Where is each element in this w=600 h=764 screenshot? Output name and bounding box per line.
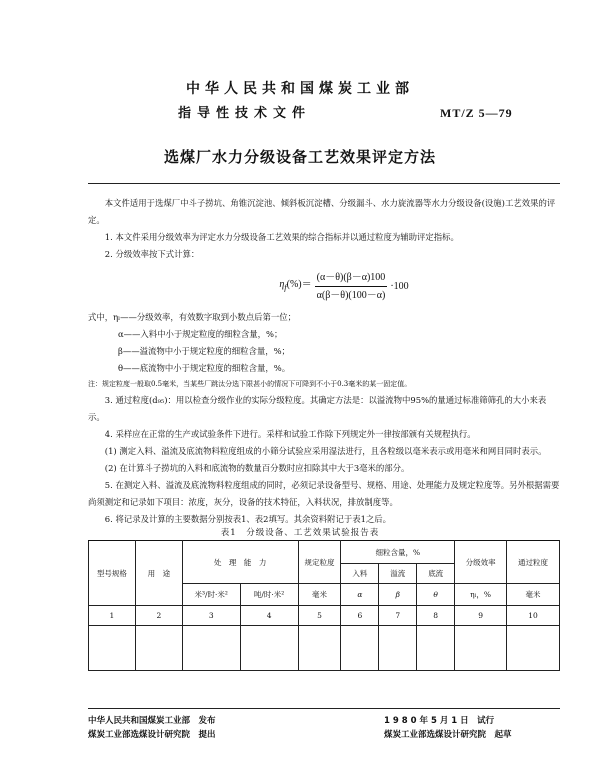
footer-proposer: 煤炭工业部选煤设计研究院 提出	[88, 730, 216, 740]
footer-right	[384, 714, 512, 742]
empty-data-row	[89, 626, 560, 671]
clause-2: 2. 分级效率按下式计算：	[104, 249, 200, 259]
intro-paragraph: 本文件适用于选煤厂中斗子捞坑、角锥沉淀池、倾斜板沉淀槽、分级漏斗、水力旋流器等水力分级设备(设施)工艺效果的评定。	[88, 198, 556, 225]
header-capacity-mass: 吨/时·米²	[240, 584, 298, 606]
header-underflow: 底流	[417, 564, 455, 584]
header-pass-size: 通过粒度	[507, 541, 560, 584]
formula-numerator: (α－θ)(β－α)100	[315, 269, 388, 287]
header-efficiency: 分级效率	[455, 541, 507, 584]
column-number: 10	[507, 606, 560, 626]
document-title: 选煤厂水力分级设备工艺效果评定方法	[163, 148, 436, 166]
title-divider	[88, 183, 560, 184]
test-report-table	[88, 540, 560, 671]
table-caption: 表1 分级设备、工艺效果试验报告表	[220, 528, 380, 538]
formula-denominator: α(β－θ)(100－α)	[316, 289, 386, 301]
footer-divider	[88, 708, 560, 709]
clause-3: 3. 通过粒度(d₉₅)：用以检查分级作业的实际分级粒度。其确定方法是：以溢流物中95%的量通过标准筛筛孔的大小来表示。	[88, 395, 547, 422]
formula-note: 注：规定粒度一般取0.5毫米，当某些厂跳汰分选下限甚小的情况下可降到不小于0.3毫米的某一固定值。	[88, 380, 412, 388]
header-capacity-volume: 米³/时·米²	[182, 584, 240, 606]
clause-1: 1. 本文件采用分级效率为评定水力分级设备工艺效果的综合指标并以通过粒度为辅助评定指标。	[104, 232, 459, 242]
column-number: 6	[341, 606, 379, 626]
footer-left	[88, 714, 216, 742]
column-number: 7	[379, 606, 417, 626]
header-fines: 细粒含量，%	[341, 541, 455, 564]
clause-5: 5. 在测定入料、溢流及底流物料粒度组成的同时，必须记录设备型号、规格、用途、处理能力及规定粒度等。另外根据需要尚须测定和记录如下项目：浓度，灰分，设备的技术特征，入料状况，排放制度等。	[88, 480, 560, 507]
clause-4-2: (2) 在计算斗子捞坑的入料和底流物的数量百分数时应扣除其中大于3毫米的部分。	[104, 463, 410, 473]
var-beta: β——溢流物中小于规定粒度的细粒含量，%；	[118, 346, 290, 356]
footer-issuer: 中华人民共和国煤炭工业部 发布	[88, 716, 216, 726]
header-overflow: 溢流	[379, 564, 417, 584]
footer-drafter: 煤炭工业部选煤设计研究院 起草	[384, 730, 512, 740]
column-number: 2	[135, 606, 182, 626]
column-number: 3	[182, 606, 240, 626]
clause-4: 4. 采样应在正常的生产或试验条件下进行。采样和试验工作除下列规定外一律按部颁有关规程执行。	[104, 429, 476, 439]
header-size: 规定粒度	[298, 541, 341, 584]
column-number-row	[89, 606, 560, 626]
header-beta: β	[379, 584, 417, 606]
column-number: 8	[417, 606, 455, 626]
formula-lhs: $\eta_f(\%)=$	[279, 279, 312, 292]
header-alpha: α	[341, 584, 379, 606]
column-number: 4	[240, 606, 298, 626]
issuing-ministry: 中华人民共和国煤炭工业部	[186, 81, 414, 97]
footer-date: 1 9 8 0 年 5 月 1 日 试行	[384, 716, 495, 726]
header-feed: 入料	[341, 564, 379, 584]
formula-fraction	[315, 269, 388, 304]
header-theta: θ	[417, 584, 455, 606]
var-alpha: α——入料中小于规定粒度的细粒含量，%；	[118, 329, 283, 339]
header-capacity: 处 理 能 力	[182, 541, 298, 584]
header-pass-unit: 毫米	[507, 584, 560, 606]
formula-where: 式中，ηₗ——分级效率，有效数字取到小数点后第一位；	[88, 312, 297, 322]
column-number: 1	[89, 606, 136, 626]
document-type: 指导性技术文件	[178, 106, 312, 121]
var-theta: θ——底流物中小于规定粒度的细粒含量，%。	[118, 363, 291, 373]
clause-4-1: (1) 测定入料、溢流及底流物料粒度组成的小筛分试验应采用湿法进行，且各粒级以毫米表示或用毫米和网目同时表示。	[104, 446, 547, 456]
standard-number: MT/Z 5—79	[440, 106, 513, 120]
header-efficiency-unit: ηₗ，%	[455, 584, 507, 606]
header-model: 型号规格	[89, 541, 136, 606]
clause-6: 6. 将记录及计算的主要数据分别按表1、表2填写。其余资料附记于表1之后。	[104, 514, 392, 524]
column-number: 5	[298, 606, 341, 626]
document-body	[88, 195, 560, 528]
header-size-unit: 毫米	[298, 584, 341, 606]
formula-tail: ·100	[390, 280, 409, 292]
column-number: 9	[455, 606, 507, 626]
header-use: 用 途	[135, 541, 182, 606]
efficiency-formula	[88, 263, 560, 309]
